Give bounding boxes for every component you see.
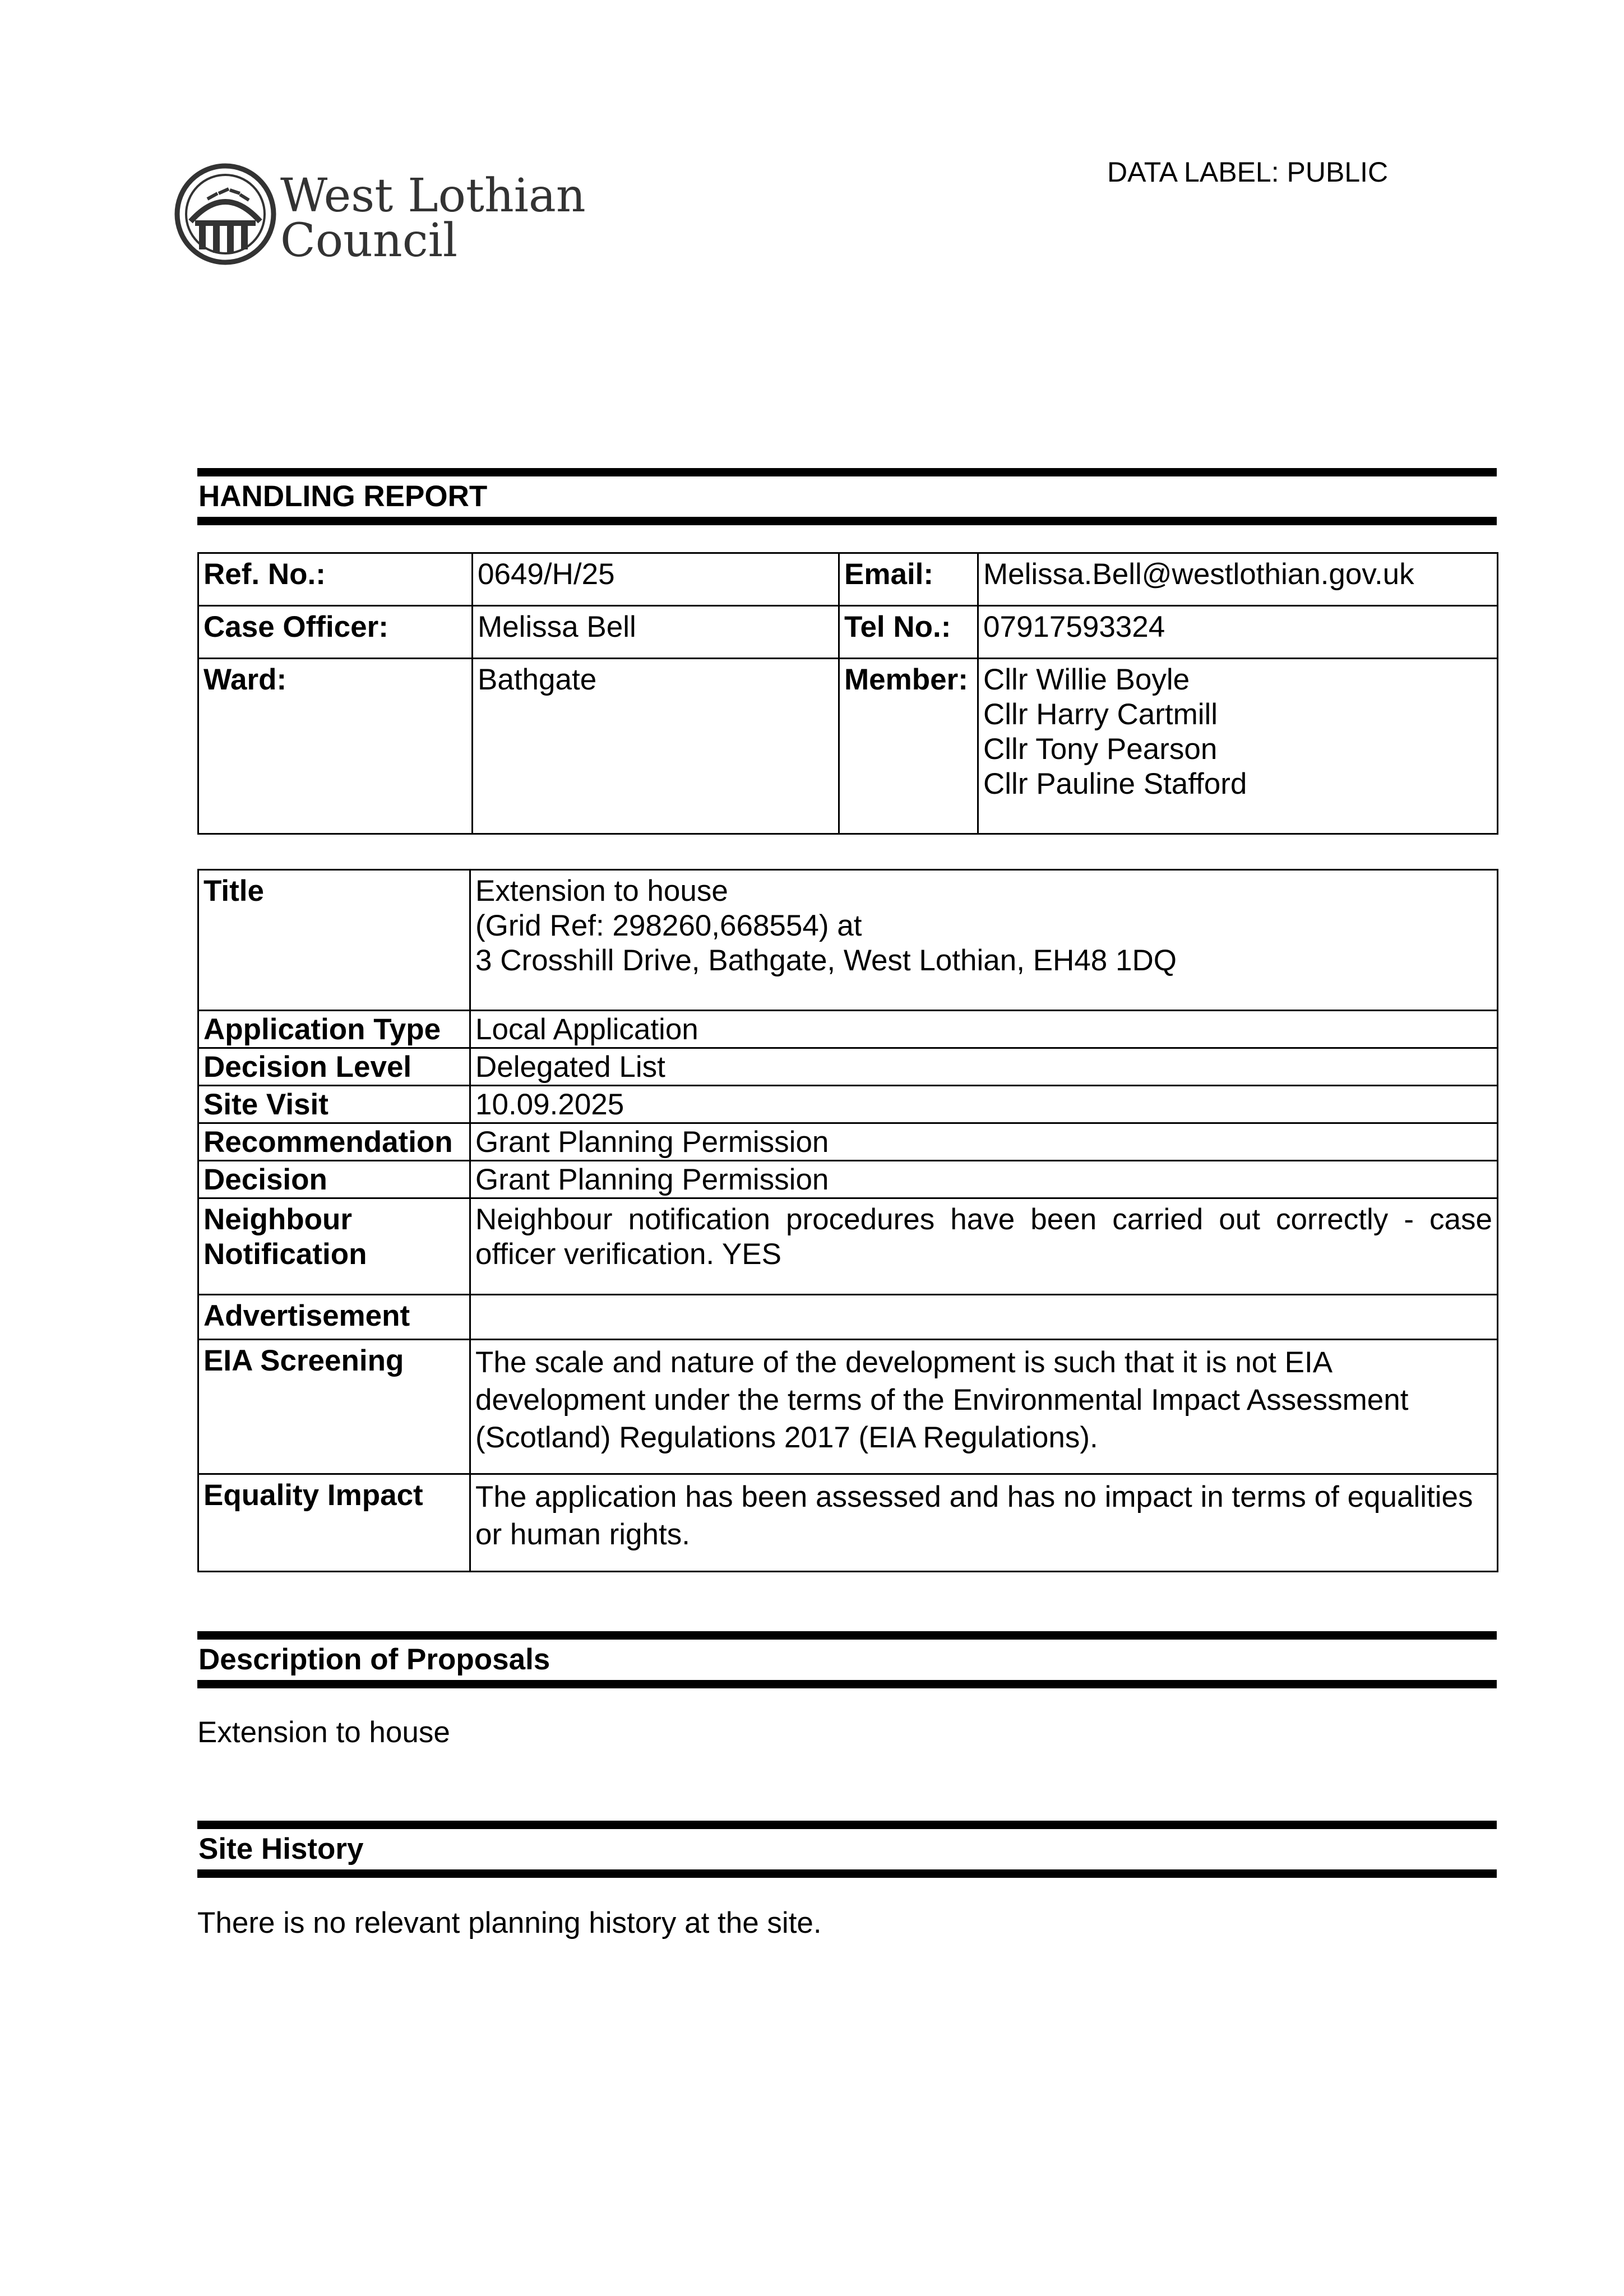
title-line: Extension to house: [475, 874, 728, 908]
equality-impact-label: Equality Impact: [198, 1474, 470, 1572]
title-value: [470, 870, 1498, 1011]
members-list: [978, 659, 1498, 834]
recommendation-value: Grant Planning Permission: [470, 1123, 1498, 1161]
site-visit-value: 10.09.2025: [470, 1086, 1498, 1123]
member-name: Cllr Harry Cartmill: [983, 698, 1218, 731]
advertisement-label: Advertisement: [198, 1295, 470, 1340]
site-history-heading: Site History: [198, 1832, 364, 1866]
table-row: [198, 1011, 1498, 1048]
viaduct-emblem-icon: [177, 166, 274, 262]
table-row: [198, 606, 1498, 659]
table-row: [198, 1048, 1498, 1086]
member-label: Member:: [839, 659, 978, 834]
application-type-value: Local Application: [470, 1011, 1498, 1048]
eia-screening-label: EIA Screening: [198, 1340, 470, 1474]
member-name: Cllr Tony Pearson: [983, 733, 1218, 766]
site-history-text: There is no relevant planning history at the site.: [197, 1906, 822, 1939]
data-label: DATA LABEL: PUBLIC: [1107, 156, 1389, 188]
neighbour-notification-label: [198, 1198, 470, 1295]
table-row: [198, 1340, 1498, 1474]
email-value: Melissa.Bell@westlothian.gov.uk: [978, 553, 1498, 606]
neighbour-label-line: Notification: [203, 1238, 367, 1271]
member-name: Cllr Willie Boyle: [983, 663, 1190, 696]
neighbour-notification-value: Neighbour notification procedures have been carried out correctly - case officer verification. YES: [470, 1198, 1498, 1295]
case-officer-label: Case Officer:: [198, 606, 473, 659]
description-section-header: [197, 1631, 1497, 1688]
decision-level-value: Delegated List: [470, 1048, 1498, 1086]
tel-value: 07917593324: [978, 606, 1498, 659]
ref-value: 0649/H/25: [473, 553, 839, 606]
email-label: Email:: [839, 553, 978, 606]
table-row: [198, 870, 1498, 1011]
table-row: [198, 659, 1498, 834]
application-details-table: [197, 869, 1498, 1572]
case-info-table: [197, 552, 1498, 835]
title-line: 3 Crosshill Drive, Bathgate, West Lothian, EH48 1DQ: [475, 944, 1177, 977]
table-row: [198, 1474, 1498, 1572]
section-rule-top: [197, 468, 1497, 476]
description-text: Extension to house: [197, 1716, 450, 1749]
advertisement-value: [470, 1295, 1498, 1340]
decision-value: Grant Planning Permission: [470, 1161, 1498, 1198]
recommendation-label: Recommendation: [198, 1123, 470, 1161]
section-rule-bottom: [197, 1869, 1497, 1878]
eia-line: development under the terms of the Environmental Impact Assessment: [475, 1383, 1409, 1417]
handling-report-header: [197, 468, 1497, 525]
ward-value: Bathgate: [473, 659, 839, 834]
table-row: [198, 1295, 1498, 1340]
tel-label: Tel No.:: [839, 606, 978, 659]
logo-text-line2: Council: [280, 214, 458, 267]
section-rule-bottom: [197, 517, 1497, 525]
logo-text-line1: West Lothian: [280, 169, 586, 223]
title-label: Title: [198, 870, 470, 1011]
application-type-label: Application Type: [198, 1011, 470, 1048]
table-row: [198, 1198, 1498, 1295]
ref-label: Ref. No.:: [198, 553, 473, 606]
decision-level-label: Decision Level: [198, 1048, 470, 1086]
section-rule-top: [197, 1821, 1497, 1829]
table-row: [198, 553, 1498, 606]
table-row: [198, 1161, 1498, 1198]
member-name: Cllr Pauline Stafford: [983, 767, 1247, 800]
equality-impact-value: The application has been assessed and has no impact in terms of equalities or human rights.: [470, 1474, 1498, 1572]
eia-line: The scale and nature of the development is such that it is not EIA: [475, 1346, 1333, 1379]
table-row: [198, 1123, 1498, 1161]
case-officer-value: Melissa Bell: [473, 606, 839, 659]
site-visit-label: Site Visit: [198, 1086, 470, 1123]
title-line: (Grid Ref: 298260,668554) at: [475, 909, 862, 942]
council-logo: [174, 160, 586, 269]
handling-report-title: HANDLING REPORT: [198, 480, 488, 513]
neighbour-label-line: Neighbour: [203, 1203, 352, 1236]
eia-line: (Scotland) Regulations 2017 (EIA Regulations).: [475, 1421, 1098, 1454]
decision-label: Decision: [198, 1161, 470, 1198]
table-row: [198, 1086, 1498, 1123]
section-rule-bottom: [197, 1680, 1497, 1688]
ward-label: Ward:: [198, 659, 473, 834]
section-rule-top: [197, 1631, 1497, 1640]
eia-screening-value: [470, 1340, 1498, 1474]
site-history-section-header: [197, 1821, 1497, 1878]
description-heading: Description of Proposals: [198, 1643, 550, 1676]
